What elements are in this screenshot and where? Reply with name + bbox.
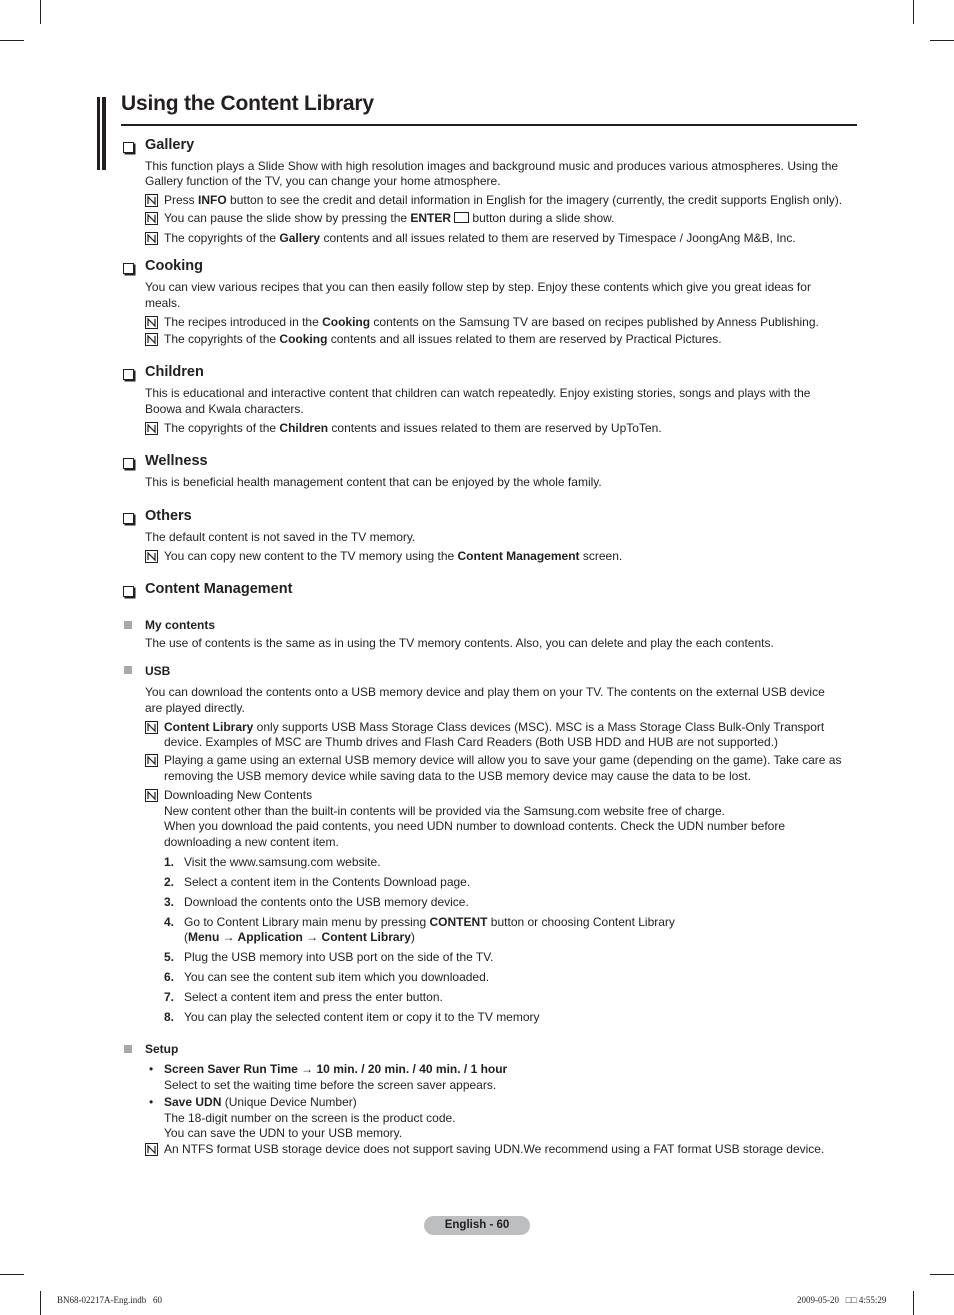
cooking-body-line1: You can view various recipes that you can then easily follow step by step. Enjoy these contents which give you great ideas for: [145, 280, 811, 294]
step-number: 5.: [164, 950, 175, 964]
setup-note-1: An NTFS format USB storage device does not support saving UDN.We recommend using a FAT format USB storage device.: [164, 1142, 825, 1156]
note-icon: [145, 333, 158, 346]
gallery-note-2: You can pause the slide show by pressing the ENTER button during a slide show.: [164, 211, 615, 225]
section-checkbox-icon: [123, 513, 134, 524]
section-checkbox-icon: [123, 458, 134, 469]
subsection-square-icon: [124, 1045, 132, 1053]
setup-bullet-2-line3: You can save the UDN to your USB memory.: [164, 1126, 403, 1140]
usb-note-1-line2: device. Examples of MSC are Thumb drives and Flash Card Readers (Both USB HDD and HUB are not supported.): [164, 735, 779, 749]
gallery-note-1: Press INFO button to see the credit and detail information in English for the imagery (currently, the credit supports English only).: [164, 193, 843, 207]
my-contents-body: The use of contents is the same as in using the TV memory contents. Also, you can delete and play the each contents.: [145, 636, 774, 650]
section-checkbox-icon: [123, 369, 134, 380]
setup-bullet-1-line2: Select to set the waiting time before the screen saver appears.: [164, 1078, 497, 1092]
setup-bullet-2-line2: The 18-digit number on the screen is the product code.: [164, 1111, 456, 1125]
page-title: Using the Content Library: [121, 92, 374, 115]
step-number: 4.: [164, 915, 175, 929]
step-text: Select a content item in the Contents Download page.: [184, 875, 471, 889]
subsection-square-icon: [124, 621, 132, 629]
enter-icon: [454, 212, 469, 223]
gallery-body-line2: Gallery function of the TV, you can change your home atmosphere.: [145, 174, 501, 188]
crop-mark: [0, 1274, 24, 1275]
step-number: 3.: [164, 895, 175, 909]
crop-mark: [40, 0, 41, 24]
usb-note-2-line2: removing the USB memory device while saving data to the USB memory device may cause the data to be lost.: [164, 769, 751, 783]
note-icon: [145, 550, 158, 563]
step-number: 8.: [164, 1010, 175, 1024]
section-heading-gallery: Gallery: [145, 137, 195, 153]
step-text: You can play the selected content item or copy it to the TV memory: [184, 1010, 540, 1024]
children-note-1: The copyrights of the Children contents and issues related to them are reserved by UpToTen.: [164, 421, 662, 435]
cooking-note-1: The recipes introduced in the Cooking contents on the Samsung TV are based on recipes published by Anness Publishing.: [164, 315, 819, 329]
subsection-heading-my-contents: My contents: [145, 618, 216, 632]
bullet-icon: •: [149, 1062, 154, 1076]
cooking-body-line2: meals.: [145, 296, 181, 310]
subsection-square-icon: [124, 666, 132, 674]
children-body-line1: This is educational and interactive content that children can watch repeatedly. Enjoy existing stories, songs and plays with the: [145, 386, 811, 400]
section-heading-wellness: Wellness: [145, 453, 208, 469]
note-icon: [145, 1143, 158, 1156]
subsection-heading-setup: Setup: [145, 1042, 179, 1056]
crop-mark: [40, 1291, 41, 1315]
step-number: 1.: [164, 855, 175, 869]
step-text: You can see the content sub item which you downloaded.: [184, 970, 490, 984]
section-checkbox-icon: [123, 142, 134, 153]
print-file-label: BN68-02217A-Eng.indb 60: [57, 1295, 162, 1305]
usb-body-line1: You can download the contents onto a USB memory device and play them on your TV. The contents on the external USB device: [145, 685, 825, 699]
section-checkbox-icon: [123, 586, 134, 597]
step-number: 7.: [164, 990, 175, 1004]
usb-note-3-line3: When you download the paid contents, you need UDN number to download contents. Check the UDN number before: [164, 819, 786, 833]
bullet-icon: •: [149, 1095, 154, 1109]
usb-body-line2: are played directly.: [145, 701, 245, 715]
setup-bullet-2: Save UDN (Unique Device Number): [164, 1095, 357, 1109]
children-body-line2: Boowa and Kwala characters.: [145, 402, 304, 416]
print-date-label: 2009-05-20 □□ 4:55:29: [797, 1295, 887, 1305]
note-icon: [145, 754, 158, 767]
step-text-line2: (Menu → Application → Content Library): [184, 930, 415, 944]
wellness-body-line1: This is beneficial health management content that can be enjoyed by the whole family.: [145, 475, 602, 489]
crop-mark: [930, 40, 954, 41]
note-icon: [145, 422, 158, 435]
cooking-note-2: The copyrights of the Cooking contents and all issues related to them are reserved by Practical Pictures.: [164, 332, 722, 346]
setup-bullet-1: Screen Saver Run Time → 10 min. / 20 min. / 40 min. / 1 hour: [164, 1062, 508, 1076]
section-checkbox-icon: [123, 263, 134, 274]
step-text: Download the contents onto the USB memory device.: [184, 895, 469, 909]
section-heading-content-management: Content Management: [145, 581, 293, 597]
page-number-badge: English - 60: [424, 1216, 530, 1235]
note-icon: [145, 721, 158, 734]
gallery-note-3: The copyrights of the Gallery contents and all issues related to them are reserved by Timespace / JoongAng M&B, Inc.: [164, 231, 796, 245]
gallery-body-line1: This function plays a Slide Show with high resolution images and background music and produces various atmospheres. Using the: [145, 159, 839, 173]
crop-mark: [913, 0, 914, 24]
step-number: 6.: [164, 970, 175, 984]
step-text: Go to Content Library main menu by pressing CONTENT button or choosing Content Library: [184, 915, 675, 929]
others-note-1: You can copy new content to the TV memory using the Content Management screen.: [164, 549, 623, 563]
crop-mark: [913, 1291, 914, 1315]
usb-note-1-line1: Content Library only supports USB Mass Storage Class devices (MSC). MSC is a Mass Storage Class Bulk-Only Transport: [164, 720, 825, 734]
step-text: Plug the USB memory into USB port on the side of the TV.: [184, 950, 494, 964]
step-text: Visit the www.samsung.com website.: [184, 855, 381, 869]
usb-note-3-line4: downloading a new content item.: [164, 835, 339, 849]
others-body-line1: The default content is not saved in the TV memory.: [145, 530, 416, 544]
note-icon: [145, 316, 158, 329]
note-icon: [145, 232, 158, 245]
usb-note-3-line1: Downloading New Contents: [164, 788, 313, 802]
step-number: 2.: [164, 875, 175, 889]
usb-note-2-line1: Playing a game using an external USB memory device will allow you to save your game (depending on the game). Take care as: [164, 753, 842, 767]
step-text: Select a content item and press the enter button.: [184, 990, 443, 1004]
section-heading-children: Children: [145, 364, 204, 380]
crop-mark: [930, 1274, 954, 1275]
section-heading-others: Others: [145, 508, 192, 524]
note-icon: [145, 194, 158, 207]
section-heading-cooking: Cooking: [145, 258, 203, 274]
note-icon: [145, 212, 158, 225]
title-rule: [121, 124, 857, 126]
crop-mark: [0, 40, 24, 41]
usb-note-3-line2: New content other than the built-in contents will be provided via the Samsung.com website free of charge.: [164, 804, 725, 818]
note-icon: [145, 789, 158, 802]
subsection-heading-usb: USB: [145, 664, 171, 678]
